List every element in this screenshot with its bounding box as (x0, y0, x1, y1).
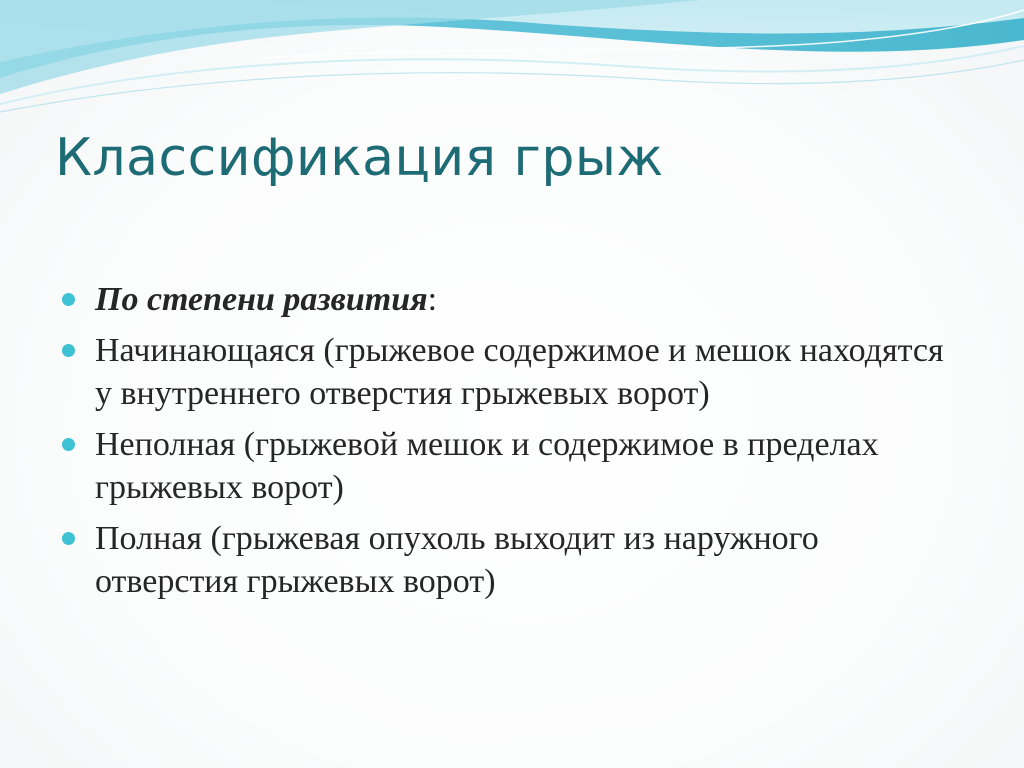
bullet-heading-text: По степени развития (95, 281, 428, 318)
bullet-icon (62, 293, 75, 306)
bullet-heading-suffix: : (427, 281, 438, 318)
bullet-list (62, 278, 962, 611)
bullet-text: Начинающаяся (грыжевое содержимое и мешок находятся у внутреннего отверстия грыжевых ворот) (95, 332, 944, 412)
bullet-item-heading (62, 278, 962, 321)
bullet-item-incomplete (62, 423, 962, 509)
bullet-text: Полная (грыжевая опухоль выходит из наружного отверстия грыжевых ворот) (95, 520, 819, 600)
bullet-item-initial (62, 329, 962, 415)
bullet-icon (62, 438, 75, 451)
bullet-icon (62, 532, 75, 545)
bullet-icon (62, 344, 75, 357)
bullet-text: Неполная (грыжевой мешок и содержимое в пределах грыжевых ворот) (95, 426, 879, 506)
bullet-item-complete (62, 517, 962, 603)
slide-title: Классификация грыж (55, 128, 664, 188)
